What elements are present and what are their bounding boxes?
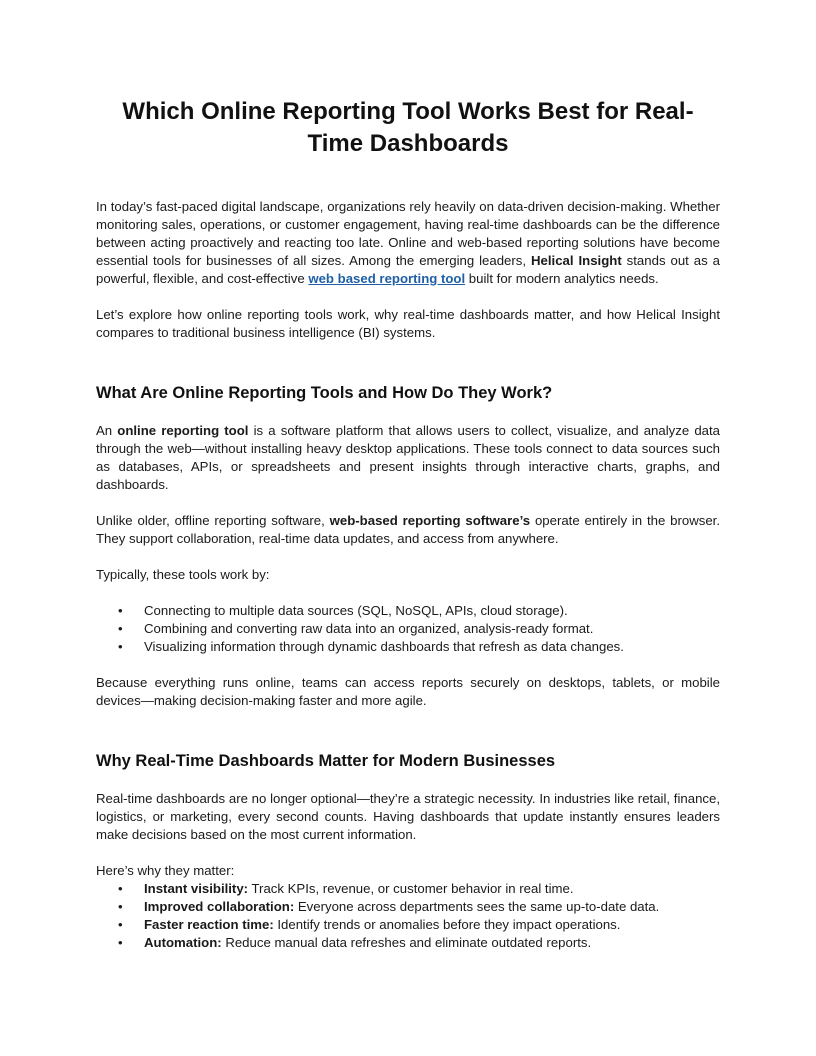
- section1-paragraph-4: Because everything runs online, teams can access reports securely on desktops, tablets, or mobile devices—making decision-making faster and more agile.: [96, 675, 720, 708]
- intro-paragraph-1: [96, 198, 720, 288]
- bullet-icon: •: [118, 935, 123, 950]
- bullet-icon: •: [118, 899, 123, 914]
- section1-text: is a software platform that allows users to collect, visualize, and analyze data through the web—without installing heavy desktop applications. These tools connect to data sources such as databases, APIs, or spreadsheets and present insights through interactive charts, graphs, and dashboards.: [96, 423, 720, 492]
- list-item-text: Identify trends or anomalies before they impact operations.: [273, 917, 621, 932]
- list-item: [96, 898, 720, 916]
- list-item-bold: Improved collaboration:: [144, 899, 295, 914]
- bullet-icon: •: [118, 621, 123, 636]
- list-item: [96, 602, 720, 620]
- section-heading-online-reporting-tools: What Are Online Reporting Tools and How Do They Work?: [96, 384, 553, 402]
- list-item-text: Connecting to multiple data sources (SQL, NoSQL, APIs, cloud storage).: [144, 603, 568, 618]
- list-item-bold: Automation:: [144, 935, 222, 950]
- list-item-text: Track KPIs, revenue, or customer behavior in real time.: [248, 881, 574, 896]
- intro-section: [96, 198, 720, 342]
- section1-paragraph-2: [96, 512, 720, 548]
- bullet-icon: •: [118, 639, 123, 654]
- list-item-text: Combining and converting raw data into an organized, analysis-ready format.: [144, 621, 594, 636]
- list-item: [96, 638, 720, 656]
- section1-paragraph-3: Typically, these tools work by:: [96, 567, 270, 582]
- intro-text: built for modern analytics needs.: [465, 271, 659, 286]
- bullet-icon: •: [118, 881, 123, 896]
- section1-bullet-list: [96, 602, 720, 656]
- section2-paragraph-2: Here’s why they matter:: [96, 863, 235, 878]
- intro-paragraph-2: Let’s explore how online reporting tools work, why real-time dashboards matter, and how Helical Insight compares to traditional business intelligence (BI) systems.: [96, 307, 720, 340]
- list-item-text: Visualizing information through dynamic dashboards that refresh as data changes.: [144, 639, 624, 654]
- list-item-bold: Faster reaction time:: [144, 917, 274, 932]
- web-based-reporting-tool-link[interactable]: web based reporting tool: [308, 271, 466, 286]
- list-item: [96, 934, 720, 952]
- page-title: Which Online Reporting Tool Works Best for Real-Time Dashboards: [122, 98, 694, 157]
- online-reporting-tool-bold: online reporting tool: [117, 423, 249, 438]
- section-heading-real-time-dashboards: Why Real-Time Dashboards Matter for Modern Businesses: [96, 752, 556, 770]
- section1-text: An: [96, 423, 118, 438]
- section1-text: operate entirely in the browser. They support collaboration, real-time data updates, and access from anywhere.: [96, 513, 721, 546]
- section1-text: Unlike older, offline reporting software,: [96, 513, 330, 528]
- intro-text: In today’s fast-paced digital landscape, organizations rely heavily on data-driven decision-making. Whether monitoring sales, operations, or customer engagement, having real-time dashboards can be the difference between acting proactively and reacting too late. Online and web-based reporting solutions have become essential tools for businesses of all sizes. Among the emerging leaders,: [96, 199, 720, 268]
- section2-paragraph-1: Real-time dashboards are no longer optional—they’re a strategic necessity. In industries like retail, finance, logistics, or marketing, every second counts. Having dashboards that update instantly ensures leaders make decisions based on the most current information.: [96, 791, 720, 842]
- list-item-text: Everyone across departments sees the same up-to-date data.: [294, 899, 660, 914]
- section2-bullet-list: [96, 880, 720, 952]
- intro-text: stands out as a powerful, flexible, and cost-effective: [96, 253, 721, 286]
- web-based-reporting-software-bold: web-based reporting software’s: [329, 513, 531, 528]
- bullet-icon: •: [118, 603, 123, 618]
- helical-insight-bold: Helical Insight: [531, 253, 622, 268]
- list-item-text: Reduce manual data refreshes and eliminate outdated reports.: [221, 935, 592, 950]
- section1-paragraph-1: [96, 422, 720, 494]
- list-item: [96, 916, 720, 934]
- list-item: [96, 880, 720, 898]
- bullet-icon: •: [118, 917, 123, 932]
- list-item: [96, 620, 720, 638]
- list-item-bold: Instant visibility:: [144, 881, 249, 896]
